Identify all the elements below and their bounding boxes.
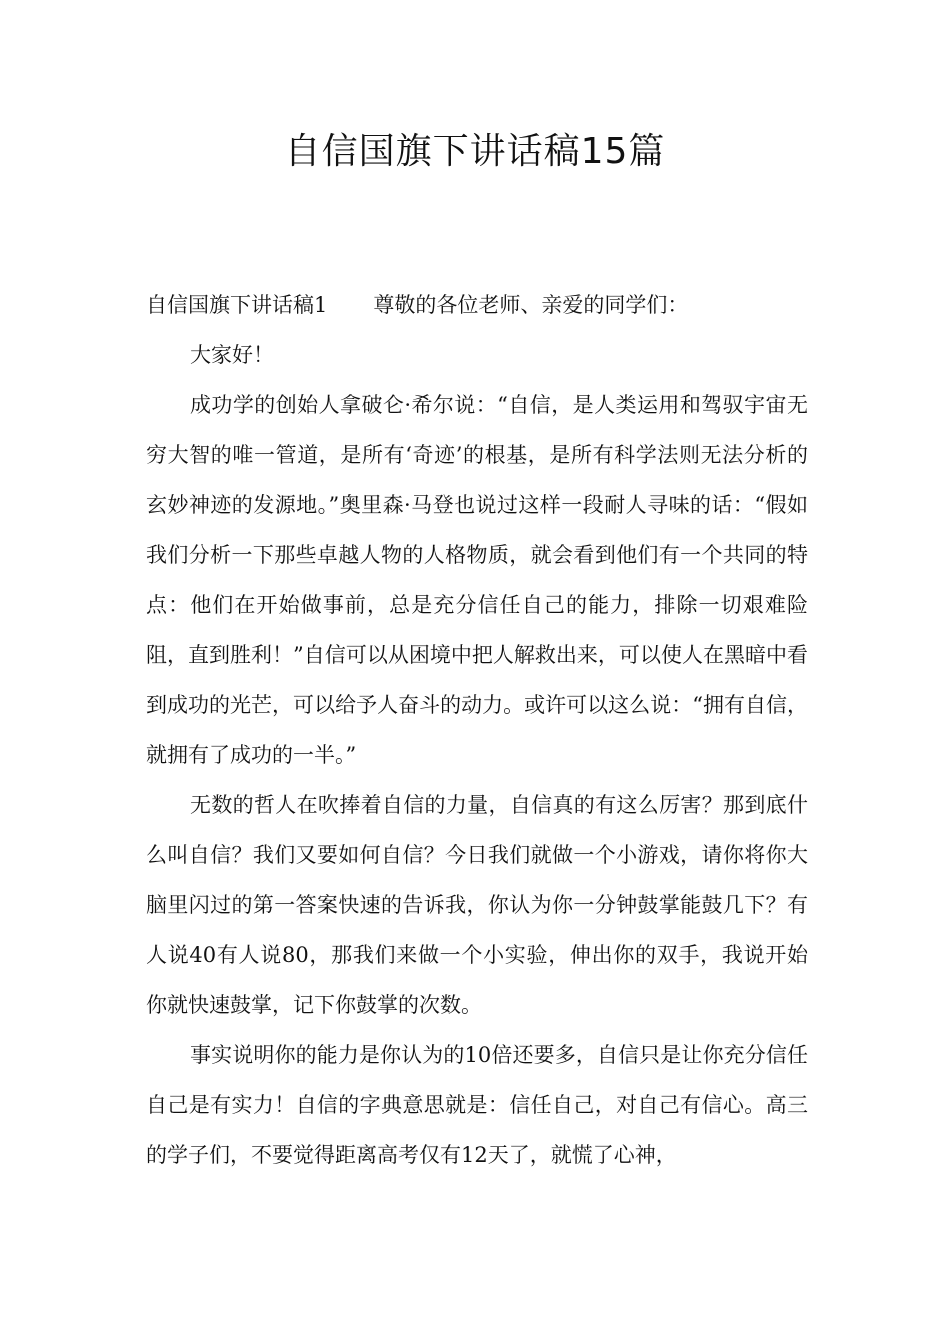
salutation: 尊敬的各位老师、亲爱的同学们： — [373, 293, 689, 317]
speech-heading-line — [146, 280, 808, 330]
speech-heading: 自信国旗下讲话稿1 — [146, 293, 328, 317]
paragraph-quote: 成功学的创始人拿破仑·希尔说：“自信，是人类运用和驾驭宇宙无穷大智的唯一管道，是所有‘奇迹’的根基，是所有科学法则无法分析的玄妙神迹的发源地。”奥里森·马登也说过这样一段耐人寻味的话：“假如我们分析一下那些卓越人物的人格物质，就会看到他们有一个共同的特点：他们在开始做事前，总是充分信任自己的能力，排除一切艰难险阻，直到胜利！”自信可以从困境中把人解救出来，可以使人在黑暗中看到成功的光芒，可以给予人奋斗的动力。或许可以这么说：“拥有自信，就拥有了成功的一半。” — [146, 393, 808, 767]
paragraph-greeting: 大家好！ — [190, 343, 274, 367]
paragraph-clapping-game: 无数的哲人在吹捧着自信的力量，自信真的有这么厉害？那到底什么叫自信？我们又要如何自信？今日我们就做一个小游戏，请你将你大脑里闪过的第一答案快速的告诉我，你认为你一分钟鼓掌能鼓几下？有人说40有人说80，那我们来做一个小实验，伸出你的双手，我说开始你就快速鼓掌，记下你鼓掌的次数。 — [146, 793, 808, 1017]
document-title: 自信国旗下讲话稿15篇 — [284, 131, 666, 172]
paragraph-conclusion: 事实说明你的能力是你认为的10倍还要多，自信只是让你充分信任自己是有实力！自信的字典意思就是：信任自己，对自己有信心。高三的学子们，不要觉得距离高考仅有12天了，就慌了心神， — [146, 1043, 808, 1167]
document-body — [146, 280, 808, 1180]
